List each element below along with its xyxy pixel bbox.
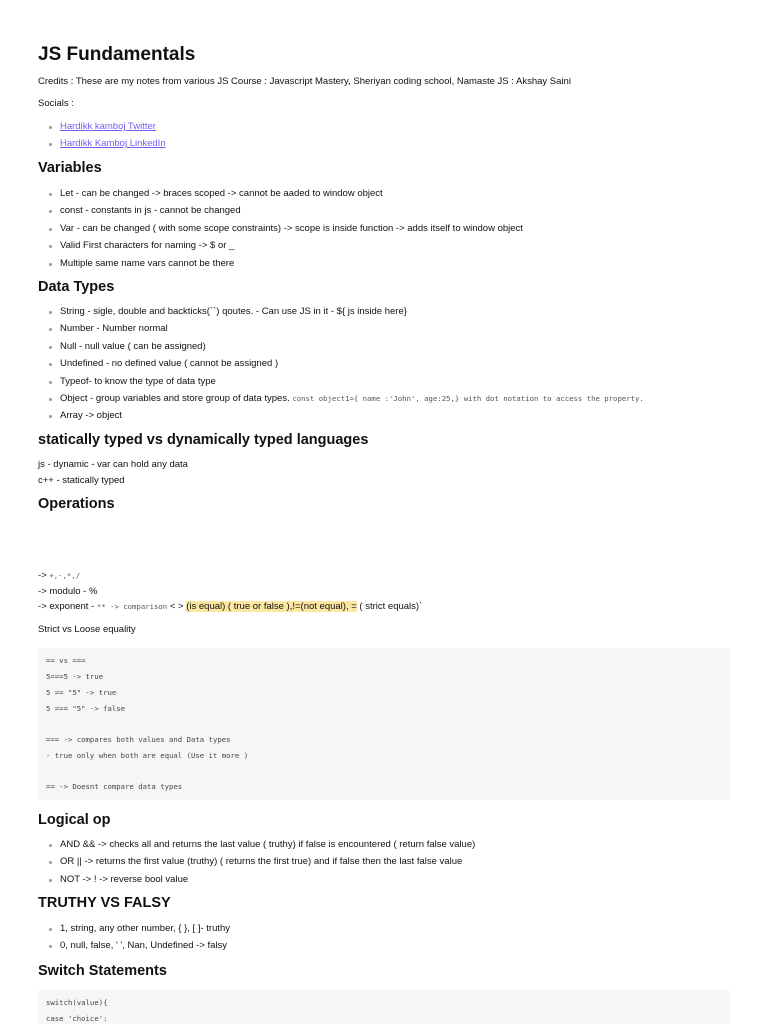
list-item xyxy=(38,205,523,222)
list-item xyxy=(38,856,475,873)
data-types-list xyxy=(38,306,644,428)
bullet-icon xyxy=(49,143,52,146)
list-item-text: Var - can be changed ( with some scope constraints) -> scope is inside function -> adds itself to window object xyxy=(60,222,523,234)
list-item xyxy=(38,410,644,427)
page-title: JS Fundamentals xyxy=(38,44,196,65)
highlighted-text: (is equal) ( true or false ),!=(not equal), = xyxy=(186,601,357,612)
switch-code-block xyxy=(38,990,730,1024)
typing-line-cpp: c++ - statically typed xyxy=(38,475,125,486)
list-item xyxy=(38,376,644,393)
logical-list xyxy=(38,839,475,891)
twitter-link[interactable]: Hardikk kamboj Twitter xyxy=(60,121,156,132)
bullet-icon xyxy=(49,311,52,314)
typing-line-js: js - dynamic - var can hold any data xyxy=(38,459,188,470)
list-item-text: 1, string, any other number, { }, [ ]- truthy xyxy=(60,923,231,934)
truthy-list xyxy=(38,923,230,958)
bullet-icon xyxy=(49,844,52,847)
list-item xyxy=(38,393,644,410)
list-item xyxy=(38,240,523,257)
code-line: switch(value){ xyxy=(46,998,108,1007)
list-item-text: Array -> object xyxy=(60,410,123,422)
bullet-icon xyxy=(49,398,52,401)
arrow-text: -> xyxy=(38,570,47,581)
bullet-icon xyxy=(49,415,52,418)
list-item xyxy=(38,188,523,205)
list-item xyxy=(38,839,475,856)
list-item-text: Valid First characters for naming -> $ or _ xyxy=(60,240,235,252)
list-item xyxy=(38,138,166,155)
list-item-text: Object - group variables and store group of data types. xyxy=(60,392,290,404)
bullet-icon xyxy=(49,928,52,931)
operations-exponent-line xyxy=(38,601,422,613)
linkedin-link[interactable]: Hardikk Kamboj LinkedIn xyxy=(60,138,166,150)
bullet-icon xyxy=(49,126,52,129)
line-text: < > xyxy=(169,601,184,612)
list-item xyxy=(38,121,166,138)
typing-heading: statically typed vs dynamically typed languages xyxy=(38,432,369,448)
list-item xyxy=(38,358,644,375)
list-item xyxy=(38,940,230,957)
list-item-text: String - sigle, double and backticks(``) qoutes. - Can use JS in it - ${ js inside here} xyxy=(60,306,407,317)
list-item-text: Typeof- to know the type of data type xyxy=(60,375,216,387)
bullet-icon xyxy=(49,210,52,213)
bullet-icon xyxy=(49,245,52,248)
data-types-heading: Data Types xyxy=(38,279,115,295)
inline-code: ** -> comparison xyxy=(96,602,168,611)
list-item xyxy=(38,923,230,940)
inline-code: const object1={ name :'John', age:25,} with dot notation to access the property. xyxy=(292,393,644,403)
list-item xyxy=(38,223,523,240)
list-item-text: AND && -> checks all and returns the last value ( truthy) if false is encountered ( return false value) xyxy=(60,839,476,850)
list-item xyxy=(38,258,523,275)
equality-code-block xyxy=(38,648,730,800)
variables-list xyxy=(38,188,523,275)
bullet-icon xyxy=(49,381,52,384)
bullet-icon xyxy=(49,945,52,948)
bullet-icon xyxy=(49,228,52,231)
list-item xyxy=(38,341,644,358)
list-item-text: NOT -> ! -> reverse bool value xyxy=(60,873,189,885)
code-line: - true only when both are equal (Use it more ) xyxy=(46,751,249,760)
bullet-icon xyxy=(49,879,52,882)
switch-heading: Switch Statements xyxy=(38,963,167,979)
code-line: 5===5 -> true xyxy=(46,672,104,681)
inline-code: +,-,*,/ xyxy=(49,571,81,580)
socials-list xyxy=(38,121,166,156)
bullet-icon xyxy=(49,328,52,331)
list-item-text: const - constants in js - cannot be changed xyxy=(60,205,241,217)
socials-label: Socials : xyxy=(38,98,74,109)
list-item-text: 0, null, false, ' ', Nan, Undefined -> falsy xyxy=(60,940,228,952)
list-item-text: Let - can be changed -> braces scoped -> cannot be aaded to window object xyxy=(60,188,383,199)
list-item-text: Undefined - no defined value ( cannot be assigned ) xyxy=(60,358,279,370)
code-line: === -> compares both values and Data types xyxy=(46,735,231,744)
code-line: 5 === "5" -> false xyxy=(46,704,126,713)
list-item xyxy=(38,323,644,340)
line-text: -> exponent - xyxy=(38,601,95,612)
list-item xyxy=(38,306,644,323)
code-line: 5 == "5" -> true xyxy=(46,688,117,697)
variables-heading: Variables xyxy=(38,160,102,176)
list-item-text: Number - Number normal xyxy=(60,323,168,335)
bullet-icon xyxy=(49,193,52,196)
operations-modulo-line: -> modulo - % xyxy=(38,586,98,597)
list-item-text: Multiple same name vars cannot be there xyxy=(60,257,235,269)
line-text: ( strict equals)` xyxy=(359,601,423,612)
credits-text: Credits : These are my notes from various JS Course : Javascript Mastery, Sheriyan coding school, Namaste JS : Akshay Saini xyxy=(38,76,571,87)
bullet-icon xyxy=(49,346,52,349)
operations-arithmetic-line xyxy=(38,570,80,582)
code-line: case 'choice': xyxy=(46,1014,108,1023)
bullet-icon xyxy=(49,363,52,366)
strict-loose-label: Strict vs Loose equality xyxy=(38,624,136,635)
code-line: == vs === xyxy=(46,656,86,665)
list-item-text: Null - null value ( can be assigned) xyxy=(60,340,206,352)
truthy-heading: TRUTHY VS FALSY xyxy=(38,895,171,911)
list-item-text: OR || -> returns the first value (truthy) ( returns the first true) and if false then the last false value xyxy=(60,856,463,868)
logical-heading: Logical op xyxy=(38,812,111,828)
operations-heading: Operations xyxy=(38,496,115,512)
bullet-icon xyxy=(49,861,52,864)
code-line: == -> Doesnt compare data types xyxy=(46,782,183,791)
bullet-icon xyxy=(49,263,52,266)
list-item xyxy=(38,874,475,891)
